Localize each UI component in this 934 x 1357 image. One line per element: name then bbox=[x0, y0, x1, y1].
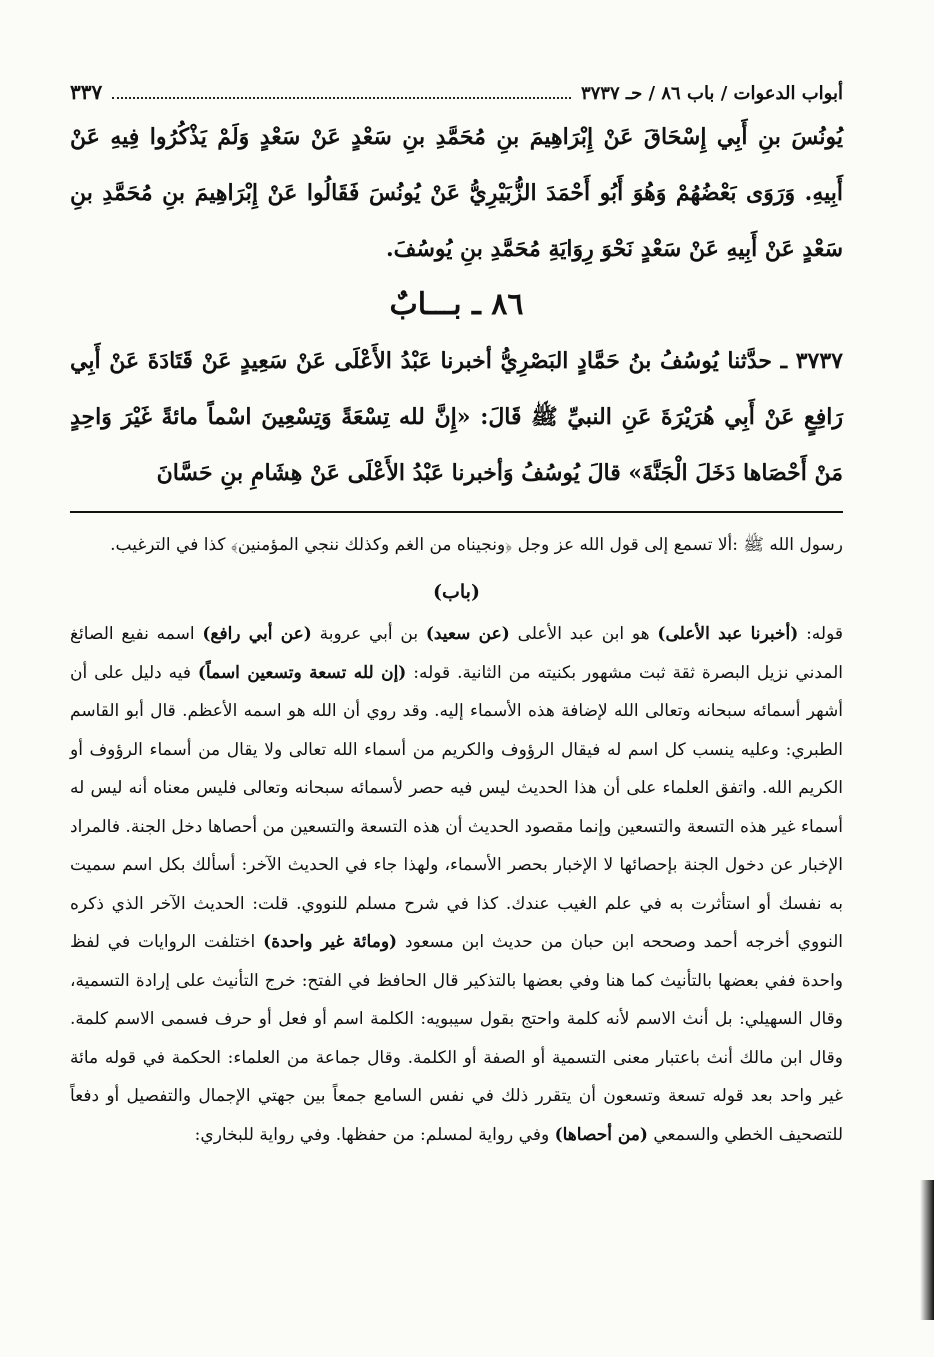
commentary-segment: هو ابن عبد الأعلى bbox=[509, 624, 658, 644]
leader-dots bbox=[112, 97, 571, 99]
commentary-segment: وفي رواية لمسلم: من حفظها. وفي رواية للبخاري: bbox=[194, 1124, 555, 1145]
commentary-segment: بن أبي عروبة bbox=[311, 624, 426, 644]
quoted-phrase: (من أحصاها) bbox=[554, 1124, 648, 1145]
page-number: ٣٣٧ bbox=[70, 80, 103, 104]
commentary-segment: قوله: bbox=[798, 624, 844, 644]
quoted-phrase: (أخبرنا عبد الأعلى) bbox=[657, 624, 799, 644]
main-text-continuation: يُونُسَ بنِ أَبِي إِسْحَاقَ عَنْ إِبْرَاهِيمَ بنِ مُحَمَّدِ بنِ سَعْدٍ عَنْ سَعْدٍ وَلَمْ يَذْكُرُوا فِيهِ عَنْ أَبِيهِ. وَرَوَى بَعْضُهُمْ وَهُوَ أَبُو أَحْمَدَ الزُّبَيْرِيُّ عَنْ يُونُسَ فَقَالُوا عَنْ إِبْرَاهِيمَ بنِ مُحَمَّدِ بنِ سَعْدٍ عَنْ أَبِيهِ عَنْ سَعْدٍ نَحْوَ رِوَايَةِ مُحَمَّدِ بنِ يُوسُفَ. bbox=[70, 124, 843, 262]
quoted-phrase: (إن لله تسعة وتسعين اسماً) bbox=[197, 662, 407, 683]
commentary-segment: اسمه نفيع الصائغ المدني نزيل البصرة ثقة ثبت مشهور بكنيته من الثانية. قوله: bbox=[70, 624, 843, 683]
document-page bbox=[70, 80, 843, 1154]
running-head-title: أبواب الدعوات / باب ٨٦ / حـ ٣٧٣٧ bbox=[580, 83, 843, 104]
quoted-phrase: (عن أبي رافع) bbox=[202, 624, 312, 644]
footnote-divider bbox=[70, 511, 843, 513]
hadith-text: ٣٧٣٧ ـ حدَّثنا يُوسُفُ بنُ حَمَّادٍ البَصْرِيُّ أخبرنا عَبْدُ الأَعْلَى عَنْ سَعِيدٍ عَنْ قَتَادَةَ عَنْ أَبِي رَافِعٍ عَنْ أَبِي هُرَيْرَةَ عَنِ النبيِّ ﷺ قَالَ: «إِنَّ لله تِسْعَةً وَتِسْعِينَ اسْماً مائةً غَيْرَ وَاحِدٍ مَنْ أَحْصَاها دَخَلَ الْجَنَّةَ» قالَ يُوسُفُ وَأخبرنا عَبْدُ الأَعْلَى عَنْ هِشَامِ بنِ حَسَّانَ bbox=[70, 348, 843, 486]
commentary-heading: (باب) bbox=[433, 581, 480, 603]
quoted-phrase: (عن سعيد) bbox=[425, 624, 510, 644]
footnote: رسول الله ﷺ :ألا تسمع إلى قول الله عز وجل ﴿ونجيناه من الغم وكذلك ننجي المؤمنين﴾ كذا في الترغيب. bbox=[110, 535, 843, 555]
commentary-text bbox=[70, 615, 843, 1154]
commentary-segment: اختلفت الروايات في لفظ واحدة ففي بعضها بالتأنيث كما هنا وفي بعضها بالتذكير قال الحافظ في الفتح: خرج التأنيث على إرادة التسمية، وقال السهيلي: بل أنث الاسم لأنه كلمة واحتج بقول سيبويه: الكلمة اسم أو فعل أو حرف فسمى الاسم كلمة. وقال ابن مالك أنث باعتبار معنى التسمية أو الصفة أو الكلمة. وقال جماعة من العلماء: الحكمة في قوله مائة غير واحد بعد قوله تسعة وتسعون أن يتقرر ذلك في نفس السامع جمعاً بين جهتي الإجمال والتفصيل أو دفعاً للتصحيف الخطي والسمعي bbox=[70, 932, 843, 1145]
scan-edge-shadow bbox=[920, 1180, 934, 1320]
quoted-phrase: (ومائة غير واحدة) bbox=[263, 932, 398, 952]
chapter-heading: ٨٦ ـ بـــابٌ bbox=[389, 287, 524, 322]
commentary-segment: فيه دليل على أن أشهر أسمائه سبحانه وتعالى الله لإضافة هذه الأسماء إليه. وقد روي أن الله هو اسمه الأعظم. قال أبو القاسم الطبري: وعليه ينسب كل اسم له فيقال الرؤوف والكريم من أسماء الله تعالى ولا يقال من أسماء الرؤوف أو الكريم الله. واتفق العلماء على أن هذا الحديث ليس فيه حصر لأسمائه سبحانه وتعالى فليس معناه أنه ليس له أسماء غير هذه التسعة والتسعين وإنما مقصود الحديث أن هذه التسعة والتسعين من أحصاها دخل الجنة. فالمراد الإخبار عن دخول الجنة بإحصائها لا الإخبار بحصر الأسماء، ولهذا جاء في الحديث الآخر: أسألك بكل اسم سميت به نفسك أو استأثرت به في علم الغيب عندك. كذا في شرح مسلم للنووي. قلت: الحديث الآخر الذي ذكره النووي أخرجه أحمد وصححه ابن حبان من حديث ابن مسعود bbox=[70, 662, 843, 952]
running-head bbox=[70, 80, 843, 105]
